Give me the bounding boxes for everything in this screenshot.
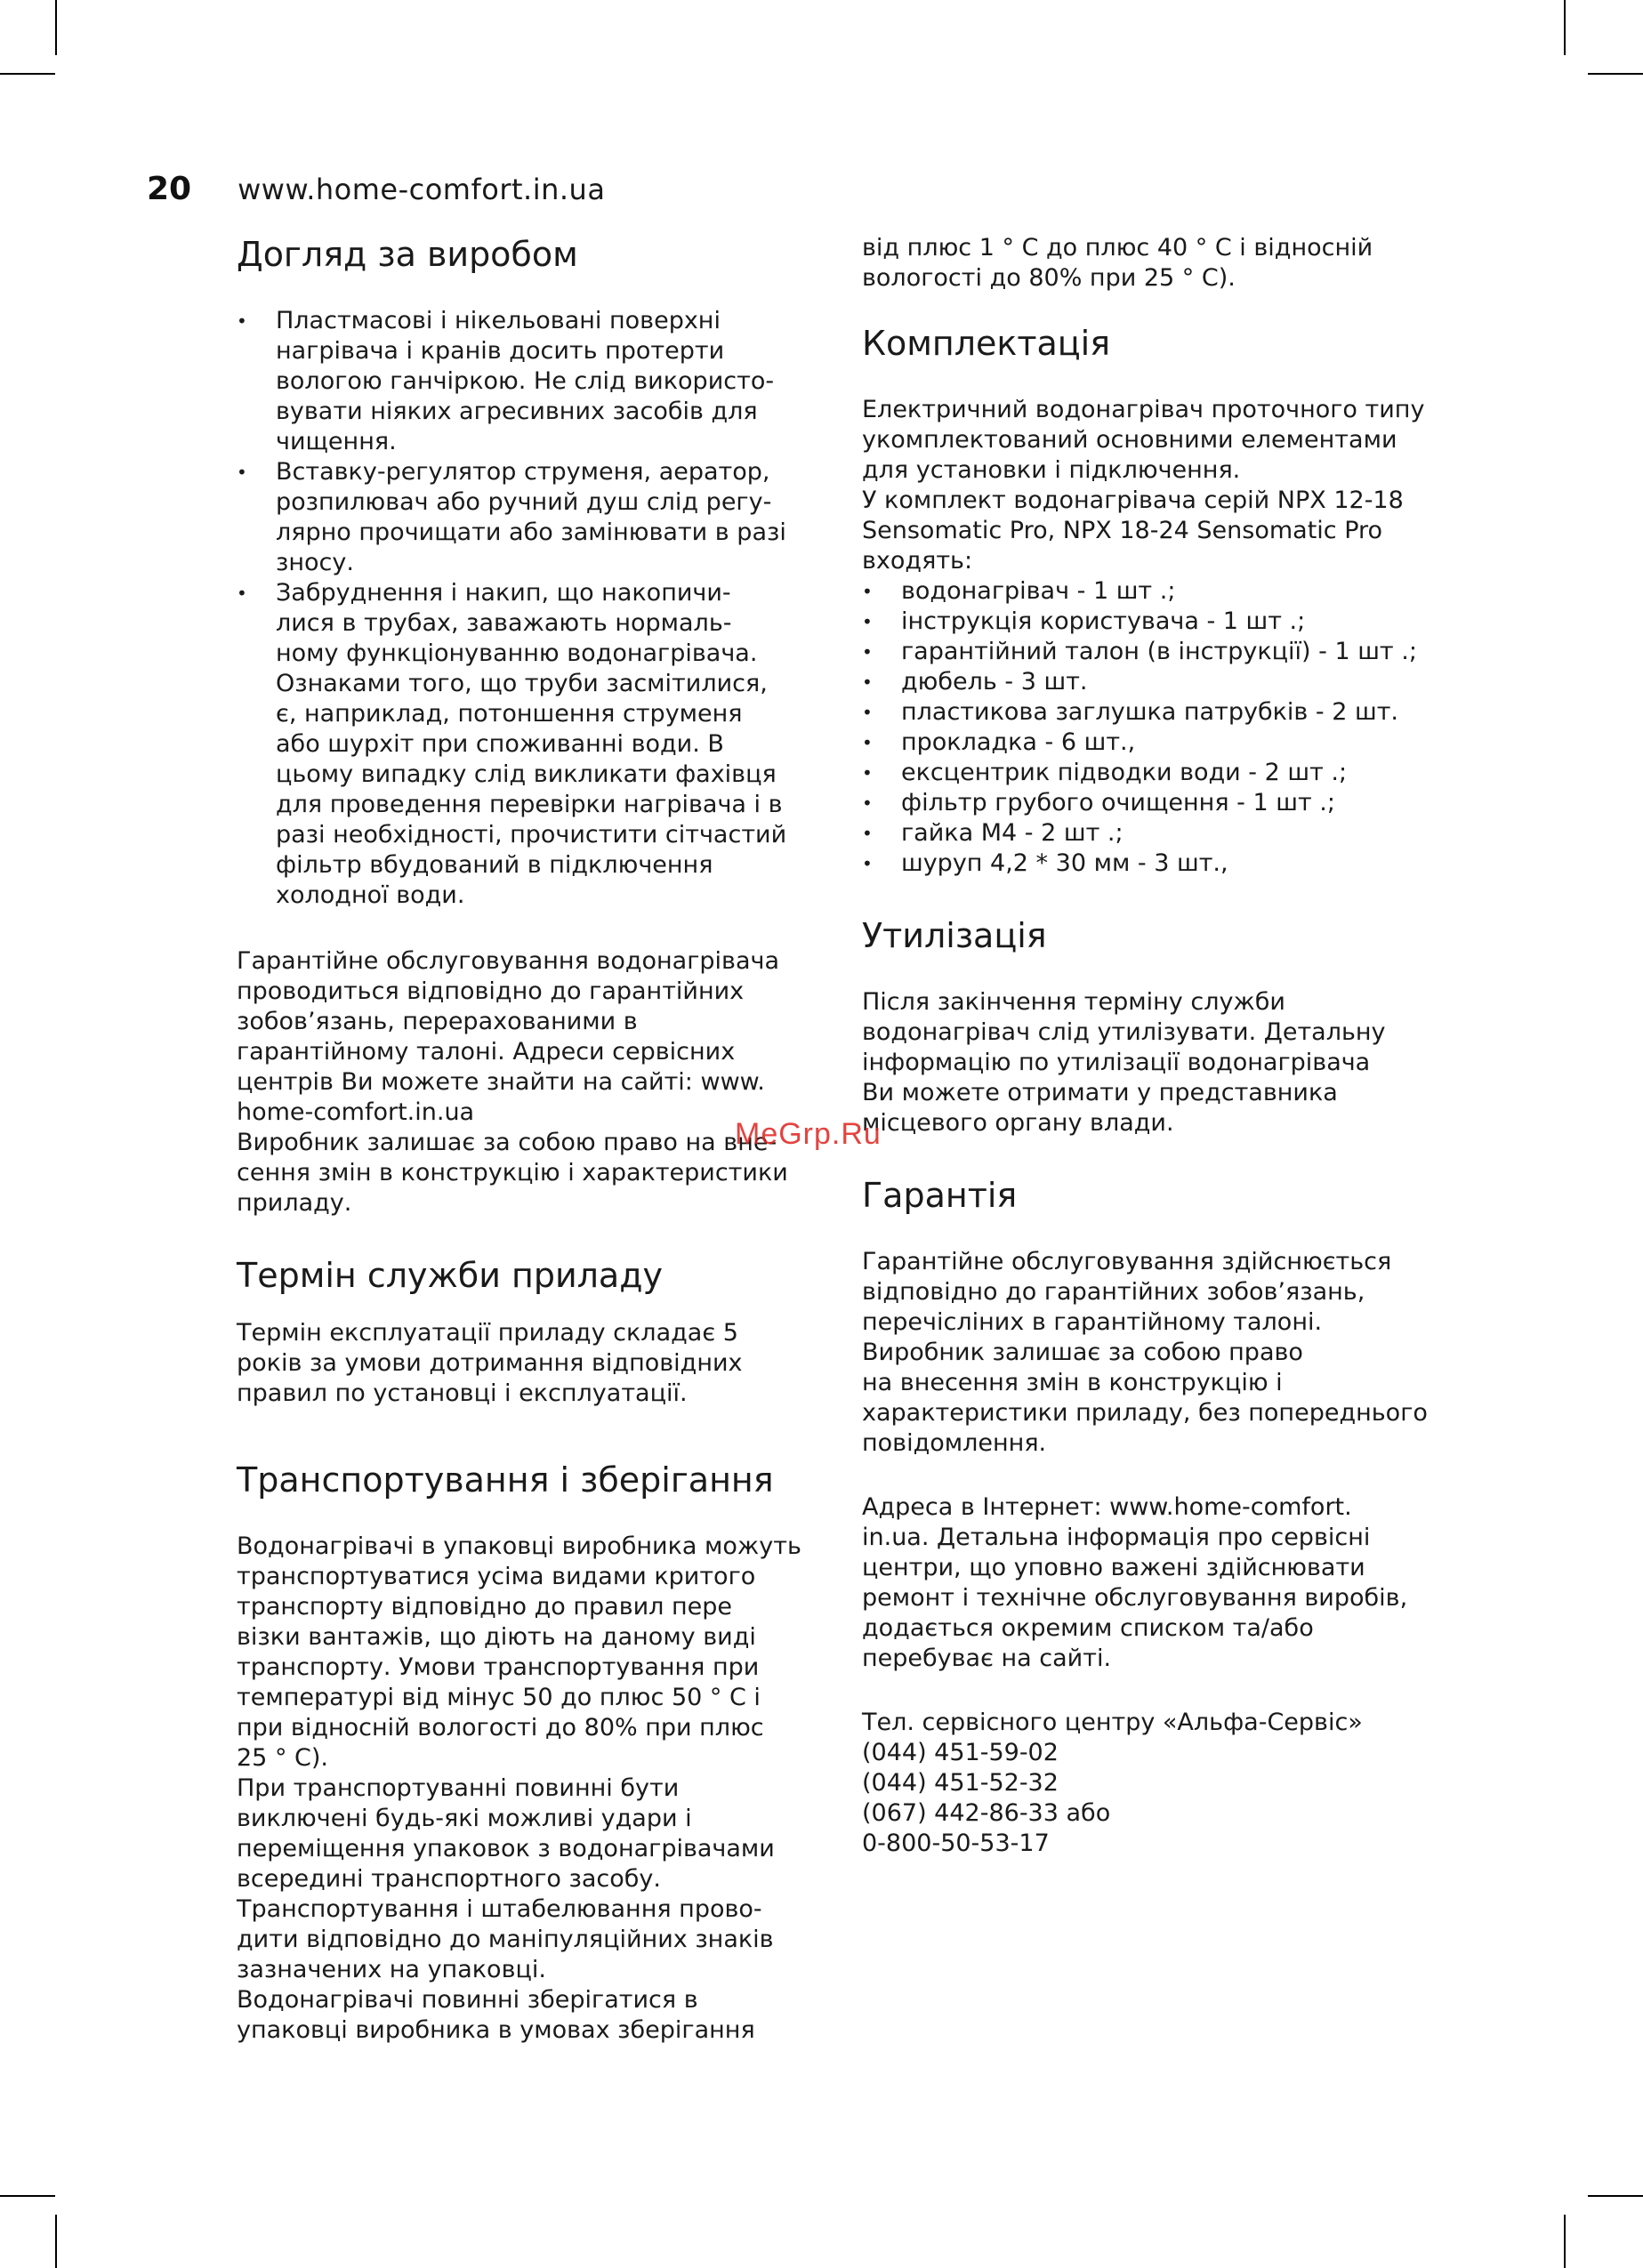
crop-mark [1588,73,1643,75]
right-column [862,233,1449,1859]
package-item: • інструкція користувача - 1 шт .; [862,607,1449,637]
package-item: • пластикова заглушка патрубків - 2 шт. [862,697,1449,728]
section-title-transport: Транспортування і зберігання [237,1460,774,1500]
care-bullet: • Пластмасові і нікельовані поверхні нагрівача і кранів досить протерти вологою ганчіркою. Не слід використо- вувати ніяких агресивних засобів для чищення. [237,306,819,457]
crop-mark [0,2195,55,2197]
transport-paragraph: Водонагрівачі в упаковці виробника можуть транспортуватися усіма видами критого транспорту відповідно до правил пере візки вантажів, що діють на даному виді транспорту. Умови транспортування при температурі від мінус 50 до плюс 50 ° С і при відносній вологості до 80% при плюс 25 ° С). При транспортуванні повинні бути виключені будь-які можливі удари і переміщення упаковок з водонагрівачами всередині транспортного засобу. Транспортування і штабелювання прово- дити відповідно до маніпуляційних знаків зазначених на упаковці. Водонагрівачі повинні зберігатися в упаковці виробника в умовах зберігання [237,1532,801,2044]
section-title-service-life: Термін служби приладу [237,1256,663,1295]
package-item: • шуруп 4,2 * 30 мм - 3 шт., [862,848,1449,879]
section-package [862,322,1449,879]
section-title-care: Догляд за виробом [237,235,578,274]
warranty-paragraph: Гарантійне обслуговування здійснюється відповідно до гарантійних зобов’язань, перечісліних в гарантійному талоні. Виробник залишає за собою право на внесення змін в конструкцію і характеристики приладу, без попереднього повідомлення. [862,1248,1428,1457]
package-item: • гарантійний талон (в інструкції) - 1 шт .; [862,637,1449,667]
site-url: www.home-comfort.in.ua [238,173,606,206]
package-item: • дюбель - 3 шт. [862,667,1449,697]
package-item: • прокладка - 6 шт., [862,728,1449,758]
section-title-disposal: Утилізація [862,916,1047,955]
section-disposal [862,914,1449,1138]
package-item: • водонагрівач - 1 шт .; [862,576,1449,607]
care-paragraph: Гарантійне обслуговування водонагрівача проводиться відповідно до гарантійних зобов’язань, перерахованими в гарантійному талоні. Адреси сервісних центрів Ви можете знайти на сайті: www. home-comfort.in.ua Виробник залишає за собою право на вне- сення змін в конструкцію і характеристики приладу. [237,947,788,1217]
care-bullet: • Забруднення і накип, що накопичи- лися в трубах, заважають нормаль- ному функціонуванню водонагрівача. Ознаками того, що труби засмітилися, є, наприклад, потоншення струменя або шурхіт при споживанні води. В цьому випадку слід викликати фахівця для проведення перевірки нагрівача і в разі необхідності, прочистити сітчастий фільтр вбудований в підключення холодної води. [237,578,819,911]
crop-mark [0,73,55,75]
crop-mark [1564,0,1566,55]
section-transport [237,1459,819,2046]
care-bullet: • Вставку-регулятор струменя, аератор, розпилювач або ручний душ слід регу- лярно прочищати або замінювати в разі зносу. [237,457,819,578]
crop-mark [55,0,57,55]
warranty-address-paragraph: Адреса в Інтернет: www.home-comfort. in.ua. Детальна інформація про сервісні центри, що уповно важені здійснювати ремонт і технічне обслуговування виробів, додається окремим списком та/або перебуває на сайті. [862,1493,1408,1672]
care-bullet-list [237,306,819,911]
package-item-list [862,576,1449,879]
package-item: • фільтр грубого очищення - 1 шт .; [862,788,1449,818]
continuation-paragraph: від плюс 1 ° С до плюс 40 ° С і відносній вологості до 80% при 25 ° С). [862,234,1373,292]
section-warranty [862,1174,1449,1859]
page-header [147,171,1036,207]
crop-mark [55,2215,57,2268]
section-title-warranty: Гарантія [862,1176,1018,1215]
package-item: • гайка М4 - 2 шт .; [862,818,1449,848]
service-life-paragraph: Термін експлуатації приладу складає 5 років за умови дотримання відповідних правил по установці і експлуатації. [237,1319,743,1407]
page-number: 20 [147,171,192,207]
crop-mark [1564,2215,1566,2268]
crop-mark [1588,2195,1643,2197]
service-phones: Тел. сервісного центру «Альфа-Сервіс» (044) 451-59-02 (044) 451-52-32 (067) 442-86-33 або 0-800-50-53-17 [862,1709,1363,1857]
section-care [237,233,819,1218]
left-column [237,233,819,2046]
watermark: MeGrp.Ru [735,1117,882,1151]
section-title-package: Комплектація [862,324,1111,363]
package-item: • ексцентрик підводки води - 2 шт .; [862,758,1449,788]
package-paragraph: Електричний водонагрівач проточного типу укомплектований основними елементами для установки і підключення. У комплект водонагрівача серій NPX 12-18 Sensomatic Pro, NPX 18-24 Sensomatic Pro входять: [862,396,1425,575]
disposal-paragraph: Після закінчення терміну служби водонагрівач слід утилізувати. Детальну інформацію по утилізації водонагрівача Ви можете отримати у представника місцевого органу влади. [862,988,1386,1137]
section-service-life [237,1254,819,1409]
